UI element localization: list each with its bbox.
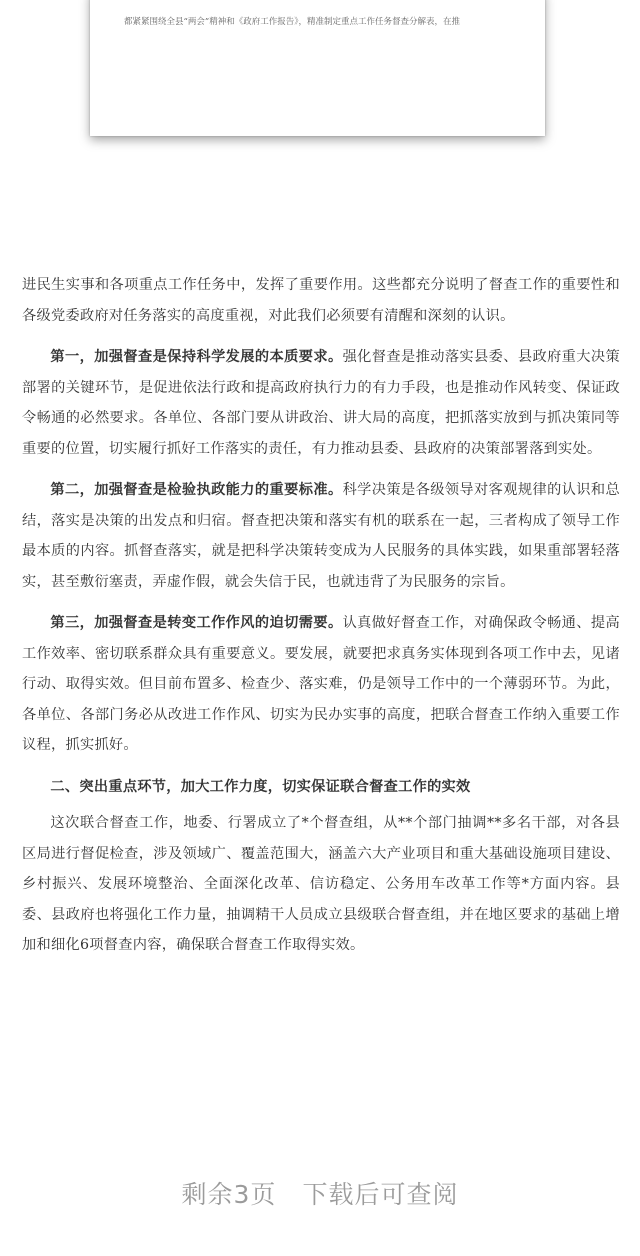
paragraph-third-body: 认真做好督查工作，对确保政令畅通、提高工作效率、密切联系群众具有重要意义。要发展，就要把求真务实体现到各项工作中去，见诸行动、取得实效。但目前布置多、检查少、落实难，仍是领导工作中的一个薄弱环节。为此，各单位、各部门务必从改进工作作风、切实为民办实事的高度，把联合督查工作纳入重要工作议程，抓实抓好。 xyxy=(22,615,620,753)
page-preview-card xyxy=(90,0,545,136)
intro-paragraph: 进民生实事和各项重点工作任务中，发挥了重要作用。这些都充分说明了督查工作的重要性和各级党委政府对任务落实的高度重视，对此我们必须要有清醒和深刻的认识。 xyxy=(22,277,620,324)
download-to-read-label: 下载后可查阅 xyxy=(302,1180,459,1209)
paragraph-third-lead: 第三，加强督查是转变工作作风的迫切需要。 xyxy=(50,615,343,631)
section-heading: 二、突出重点环节，加大工作力度，切实保证联合督查工作的实效 xyxy=(50,778,471,795)
document-body xyxy=(22,270,620,961)
paragraph-second xyxy=(22,475,620,597)
paragraph-first-body: 强化督查是推动落实县委、县政府重大决策部署的关键环节，是促进依法行政和提高政府执行力的有力手段，也是推动作风转变、保证政令畅通的必然要求。各单位、各部门要从讲政治、讲大局的高度，把抓落实放到与抓决策同等重要的位置，切实履行抓好工作落实的责任，有力推动县委、县政府的决策部署落到实处。 xyxy=(22,349,620,457)
paragraph-first-lead: 第一，加强督查是保持科学发展的本质要求。 xyxy=(50,349,343,365)
read-more-button[interactable] xyxy=(0,1175,640,1211)
section-body-paragraph: 这次联合督查工作，地委、行署成立了*个督查组，从**个部门抽调**多名干部，对各县区局进行督促检查，涉及领域广、覆盖范围大，涵盖六大产业项目和重大基础设施项目建设、乡村振兴、发展环境整治、全面深化改革、信访稳定、公务用车改革工作等*方面内容。县委、县政府也将强化工作力量，抽调精干人员成立县级联合督查组，并在地区要求的基础上增加和细化6项督查内容，确保联合督查工作取得实效。 xyxy=(22,815,620,953)
paragraph-second-lead: 第二，加强督查是检验执政能力的重要标准。 xyxy=(50,482,343,498)
paragraph-third xyxy=(22,608,620,761)
preview-text-line: 都紧紧围绕全县“两会”精神和《政府工作报告》，精准制定重点工作任务督查分解表，在推 xyxy=(124,17,460,27)
remaining-pages-label: 剩余3页 xyxy=(181,1180,277,1209)
paragraph-second-body: 科学决策是各级领导对客观规律的认识和总结，落实是决策的出发点和归宿。督查把决策和落实有机的联系在一起，三者构成了领导工作最本质的内容。抓督查落实，就是把科学决策转变成为人民服务的具体实践，如果重部署轻落实，甚至敷衍塞责，弄虚作假，就会失信于民，也就违背了为民服务的宗旨。 xyxy=(22,482,620,590)
paragraph-first xyxy=(22,342,620,464)
